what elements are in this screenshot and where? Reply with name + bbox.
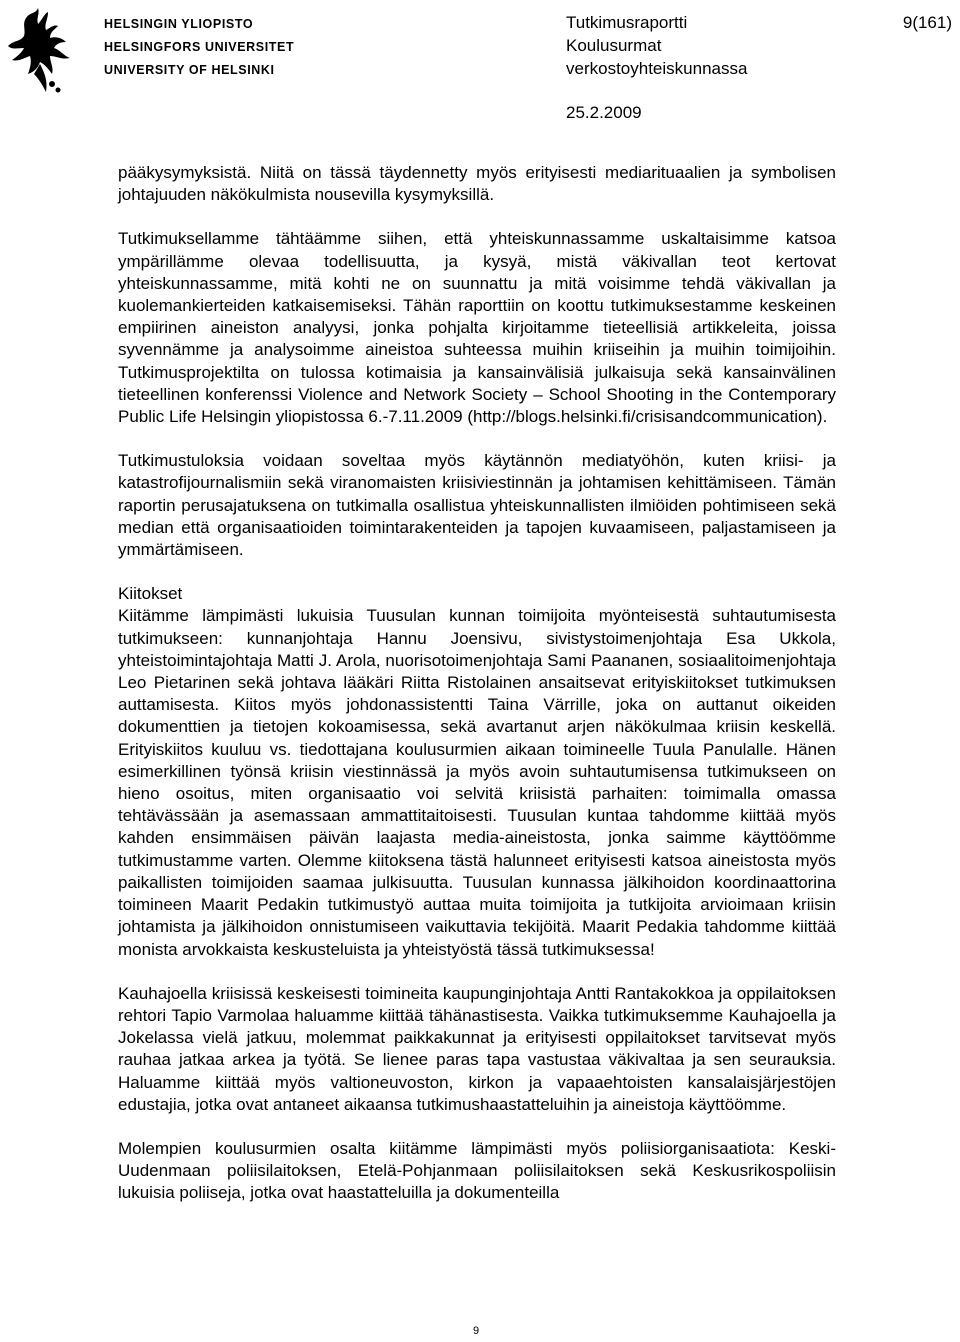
report-title-line1: Koulusurmat (566, 36, 662, 55)
body-paragraph: pääkysymyksistä. Niitä on tässä täydennetty myös erityisesti mediarituaalien ja symbolisen johtajuuden näkökulmista nousevilla kysymyksillä. (118, 163, 836, 205)
university-logo-icon (0, 0, 100, 100)
footer-page-number: 9 (472, 1325, 480, 1337)
document-body (118, 162, 836, 1205)
university-name-fi: HELSINGIN YLIOPISTO (104, 17, 254, 31)
report-meta (566, 11, 747, 124)
report-title-line2: verkostoyhteiskunnassa (566, 59, 748, 78)
acknowledgements-paragraph: Kauhajoella kriisissä keskeisesti toimineita kaupunginjohtaja Antti Rantakokkoa ja oppilaitoksen rehtori Tapio Varmolaa haluamme kiittää tähänastisesta. Vaikka tutkimuksemme Kauhajoella ja Jokelassa vielä jatkuu, molemmat paikkakunnat ja erityisesti oppilaitokset tarvitsevat myös rauhaa jatkaa arkea ja työtä. Se lienee paras tapa vastustaa väkivaltaa ja sen seurauksia. Haluamme kiittää myös valtioneuvoston, kirkon ja vapaaehtoisten kansalaisjärjestöjen edustajia, jotka ovat antaneet aikaansa tutkimushaastatteluihin ja aineistoja käyttöömme. (118, 983, 836, 1114)
university-name-sv: HELSINGFORS UNIVERSITET (104, 40, 295, 54)
university-name-en: UNIVERSITY OF HELSINKI (104, 63, 275, 77)
acknowledgements-paragraph: Molempien koulusurmien osalta kiitämme lämpimästi myös poliisiorganisaatiota: Keski-Uudenmaan poliisilaitoksen, Etelä-Pohjanmaan poliisilaitoksen sekä Keskusrikospoliisin lukuisia poliiseja, jotka ovat haastatteluilla ja dokumenteilla (118, 1138, 836, 1203)
body-paragraph: Tutkimuksellamme tähtäämme siihen, että yhteiskunnassamme uskaltaisimme katsoa ympärillämme olevaa todellisuutta, ja kysyä, mistä väkivallan teot kertovat yhteiskunnassamme, mitä kohti ne on suunnattu ja mitä voisimme tehdä väkivallan ja kuolemankierteiden katkaisemiseksi. Tähän raporttiin on koottu tutkimuksestamme keskeinen empiirinen aineiston analyysi, jonka pohjalta kirjoitamme tieteellisiä artikkeleita, joissa syvennämme ja analysoimme aineistoa suhteessa muihin kriiseihin ja muihin toimijoihin. Tutkimusprojektilta on tulossa kotimaisia ja kansainvälisiä julkaisuja sekä kansainvälinen tieteellinen konferenssi Violence and Network Society – School Shooting in the Contemporary Public Life Helsingin yliopistossa 6.-7.11.2009 (http://blogs.helsinki.fi/crisisandcommunication). (118, 229, 836, 427)
report-date: 25.2.2009 (566, 103, 642, 122)
page-header (0, 0, 960, 130)
acknowledgements-heading: Kiitokset (118, 584, 183, 604)
report-type: Tutkimusraportti (566, 13, 688, 32)
page-count: 9(161) (902, 13, 952, 32)
acknowledgements-paragraph: Kiitämme lämpimästi lukuisia Tuusulan kunnan toimijoita myönteisestä suhtautumisesta tutkimukseen: kunnanjohtaja Hannu Joensivu, sivistystoimenjohtaja Esa Ukkola, yhteistoimintajohtaja Matti J. Arola, nuorisotoimenjohtaja Sami Paananen, sosiaalitoimenjohtaja Leo Pietarinen sekä johtava lääkäri Riitta Ristolainen ansaitsevat erityiskiitokset tutkimuksen auttamisesta. Kiitos myös johdonassistentti Taina Värrille, joka on auttanut oikeiden dokumenttien ja tietojen kokoamisessa, sekä avartanut arjen näkökulmaa kriisin keskellä. Erityiskiitos kuuluu vs. tiedottajana koulusurmien aikaan toimineelle Tuula Panulalle. Hänen esimerkillinen työnsä kriisin viestinnässä ja myös avoin suhtautumisensa tutkimukseen on hieno osoitus, miten organisaatio voi selvitä kriisistä parhaiten: toimimalla omassa tehtävässään ja asemassaan ammattitaitoisesti. Tuusulan kuntaa tahdomme kiittää myös kahden ensimmäisen päivän laajasta media-aineistosta, jonka saimme käyttöömme tutkimustamme varten. Olemme kiitoksena tästä halunneet erityisesti katsoa aineistosta myös paikallisten toimijoiden saamaa julkisuutta. Tuusulan kunnassa jälkihoidon koordinaattorina toimineen Maarit Pedakin tutkimustyö auttaa muita toimijoita ja tutkijoita arvioimaan kriisin johtamista ja jälkihoidon onnistumiseen vaikuttavia tekijöitä. Maarit Pedakia tahdomme kiittää monista arvokkaista keskusteluista ja yhteistyöstä tässä tutkimuksessa! (118, 606, 836, 959)
body-paragraph: Tutkimustuloksia voidaan soveltaa myös käytännön mediatyöhön, kuten kriisi- ja katastrofijournalismiin sekä viranomaisten kriisiviestinnän ja johtamisen kehittämiseen. Tämän raportin perusajatuksena on tutkimalla osallistua yhteiskunnallisten ilmiöiden pohtimiseen sekä median että organisaatioiden toimintarakenteiden ja tapojen kuvaamiseen, paljastamiseen ja ymmärtämiseen. (118, 451, 836, 560)
university-names (104, 13, 294, 82)
